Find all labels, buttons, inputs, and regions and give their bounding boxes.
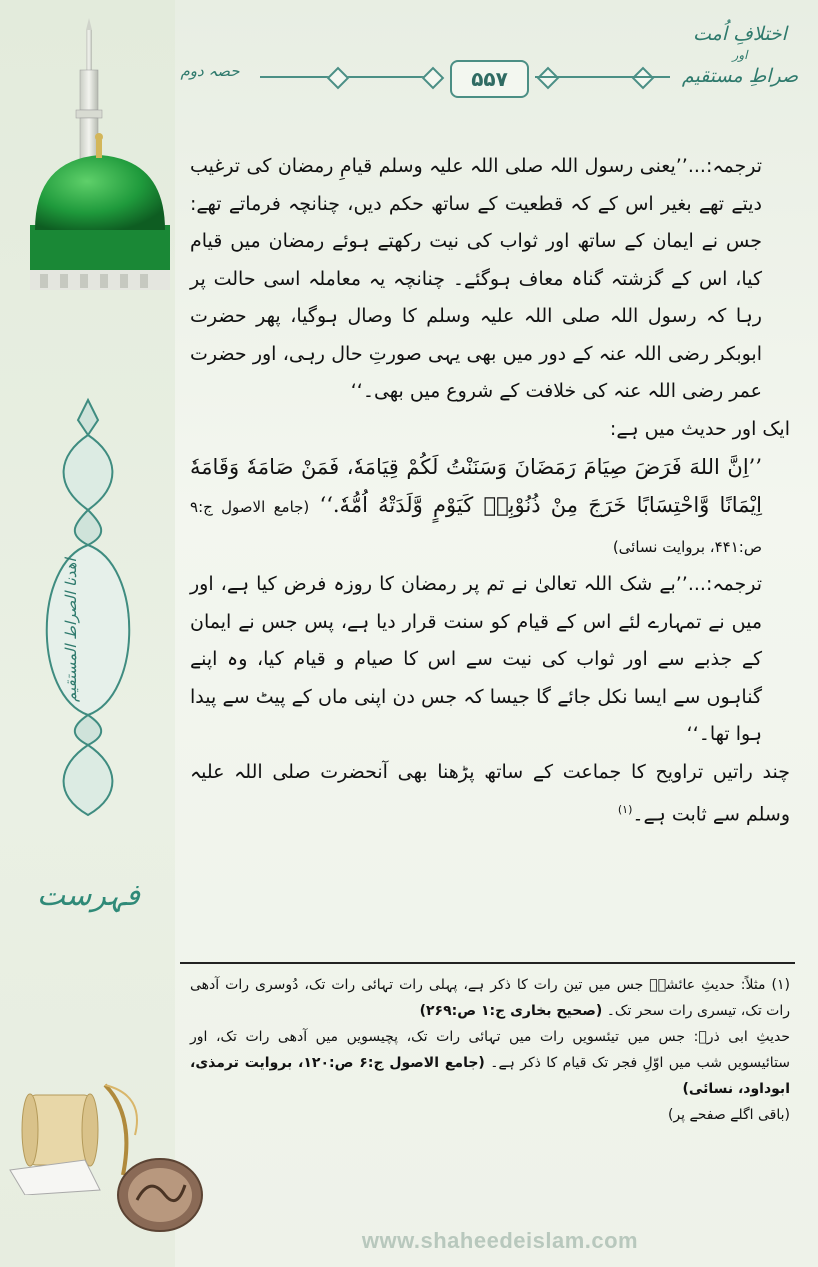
ornament-icon — [422, 67, 445, 90]
panel-calligraphy: اهدنا الصراط المستقیم — [62, 558, 80, 702]
section-label: حصہ دوم — [180, 62, 240, 80]
book-title-line3: صراطِ مستقیم — [681, 65, 799, 87]
footnote-1-reference: (صحیح بخاری ج:۱ ص:۲۶۹) — [419, 1003, 603, 1019]
footnote-2-reference: (جامع الاصول ج:۶ ص:۱۲۰، بروایت ترمذی، ابوداود، نسائی) — [190, 1055, 790, 1097]
continued-note: (باقی اگلے صفحے پر) — [667, 1107, 790, 1123]
paragraph-intro: ایک اور حدیث میں ہے: — [609, 417, 790, 440]
main-text — [190, 148, 790, 834]
website-url[interactable]: www.shaheedeislam.com — [361, 1228, 639, 1253]
seal-logo-icon — [115, 1155, 205, 1235]
footnote-marker[interactable]: (۱) — [617, 803, 633, 816]
footnote-1-text: (۱) مثلاً: حدیثِ عائشہؓ جس میں تین رات کا ذکر ہے، پہلی رات تہائی رات تک، دُوسری رات آدھی رات تک، تیسری رات سحر تک۔ — [190, 977, 790, 1019]
arabic-hadith — [190, 448, 790, 566]
ornament-icon — [537, 67, 560, 90]
header-divider-right — [535, 76, 670, 78]
paragraph-translation-1: ترجمہ:...’’یعنی رسول اللہ صلی اللہ علیہ وسلم قیامِ رمضان کی ترغیب دیتے تھے بغیر اس کے کہ قطعیت کے ساتھ حکم دیں، چنانچہ فرماتے تھے: جس نے ایمان کے ساتھ اور ثواب کی نیت رکھتے ہوئے رمضان میں قیام کیا، اس کے گزشتہ گناہ معاف ہوگئے۔ چنانچہ یہ معاملہ اسی حالت پر رہا کہ رسول اللہ صلی اللہ علیہ وسلم کا وصال ہوگیا، پھر حضرت ابوبکر رضی اللہ عنہ کے دور میں بھی یہی صورتِ حال رہی، اور حضرت عمر رضی اللہ عنہ کی خلافت کے شروع میں بھی۔‘‘ — [190, 155, 762, 402]
paragraph-conclusion-text: چند راتیں تراویح کا جماعت کے ساتھ پڑھنا بھی آنحضرت صلی اللہ علیہ وسلم سے ثابت ہے۔ — [190, 760, 790, 826]
page-number — [450, 60, 529, 98]
paragraph-conclusion — [190, 754, 790, 834]
footnote-1 — [190, 972, 790, 1024]
book-title-line2: اور — [732, 48, 748, 62]
sidebar — [0, 0, 175, 1267]
arabic-hadith-reference: (جامع الاصول ج:۹ ص:۴۴۱، بروایت نسائی) — [190, 498, 762, 556]
index-link[interactable]: فہرست — [36, 878, 140, 913]
page-number-text: ۵۵۷ — [471, 67, 508, 91]
footnote-2-text: حدیثِ ابی ذرؓ: جس میں تیئسویں رات میں تہائی رات تک، پچیسویں میں آدھی رات تک، اور ستائیسویں شب میں اوّلِ فجر تک قیام کا ذکر ہے۔ — [190, 1029, 791, 1071]
book-title-line1: اختلافِ اُمت — [693, 23, 787, 45]
footnotes — [190, 972, 790, 1128]
book-title — [680, 20, 800, 130]
header-divider-left — [260, 76, 440, 78]
arabic-hadith-text: ’’اِنَّ اللهَ فَرَضَ صِيَامَ رَمَضَانَ وَسَنَنْتُ لَكُمْ قِيَامَهٗ، فَمَنْ صَامَهٗ وَقَامَهٗ اِيْمَانًا وَّاحْتِسَابًا خَرَجَ مِنْ ذُنُوْبِهٖ كَيَوْمٍ وَّلَدَتْهُ اُمُّهٗ.‘‘ — [190, 455, 762, 517]
ornament-icon — [632, 67, 655, 90]
footnote-2 — [190, 1024, 790, 1102]
ornament-icon — [327, 67, 350, 90]
paragraph-translation-2: ترجمہ:...’’بے شک اللہ تعالیٰ نے تم پر رمضان کا روزہ فرض کیا ہے، اور میں نے تمہارے لئے اس کے قیام کو سنت قرار دیا ہے، پس جس نے ایمان کے جذبے سے اور ثواب کی نیت سے اس کا صیام و قیام کیا، وہ اپنے گناہوں سے ایسا نکل جائے گا جیسا کہ جس دن اپنی ماں کے پیٹ سے پیدا ہوا تھا۔‘‘ — [190, 573, 762, 745]
footnote-divider — [180, 962, 795, 964]
green-dome-icon — [0, 0, 175, 300]
